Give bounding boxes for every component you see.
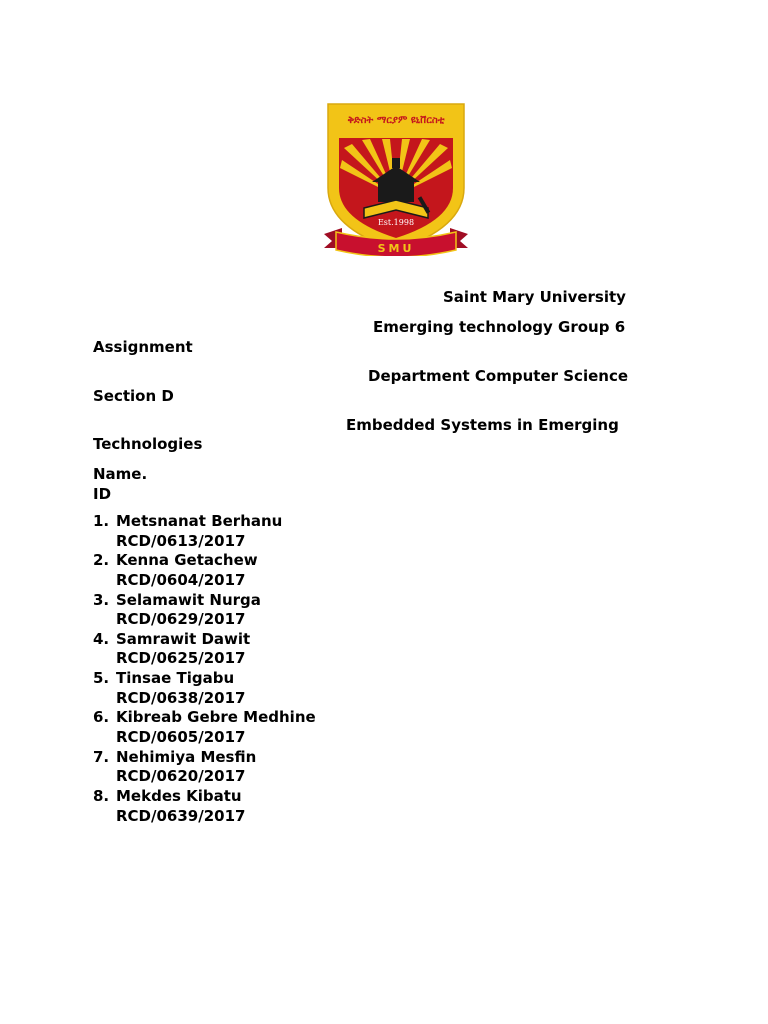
member-number: 4. [93,629,110,648]
logo-banner-text: SMU [377,242,415,255]
member-id: RCD/0639/2017 [116,806,246,825]
member-id: RCD/0613/2017 [116,531,246,550]
section-label: Section D [93,387,174,405]
member-name: Tinsae Tigabu [116,669,235,688]
topic-title-line2: Technologies [93,435,203,453]
member-number: 1. [93,512,110,530]
assignment-title-line1: Emerging technology Group 6 [373,318,626,336]
member-name: Metsnanat Berhanu [116,512,283,530]
member-number: 3. [93,590,110,609]
member-number: 7. [93,747,110,766]
id-label: ID [93,485,112,503]
topic-title-line1: Embedded Systems in Emerging [346,416,619,434]
member-number: 6. [93,708,110,727]
member-name: Nehimiya Mesfin [116,747,257,766]
logo-established-text: Est.1998 [377,218,415,227]
member-id: RCD/0605/2017 [116,728,246,747]
member-number: 8. [93,787,110,806]
name-label: Name. [93,465,148,483]
university-name: Saint Mary University [443,288,626,306]
member-id: RCD/0625/2017 [116,649,246,668]
member-id: RCD/0629/2017 [116,610,246,629]
member-id: RCD/0604/2017 [116,570,246,589]
member-number: 5. [93,669,110,688]
university-logo [322,96,470,256]
member-number: 2. [93,551,110,570]
logo-amharic-text: ቅድስት ማርያም ዩኒቨርስቲ [347,115,445,126]
member-id: RCD/0620/2017 [116,767,246,786]
member-name: Selamawit Nurga [116,590,261,609]
assignment-title-line2: Assignment [93,338,193,356]
member-name: Kenna Getachew [116,551,258,570]
department-name: Department Computer Science [368,367,629,385]
member-name: Samrawit Dawit [116,629,251,648]
member-name: Kibreab Gebre Medhine [116,708,316,727]
member-name: Mekdes Kibatu [116,787,242,806]
member-id: RCD/0638/2017 [116,688,246,707]
